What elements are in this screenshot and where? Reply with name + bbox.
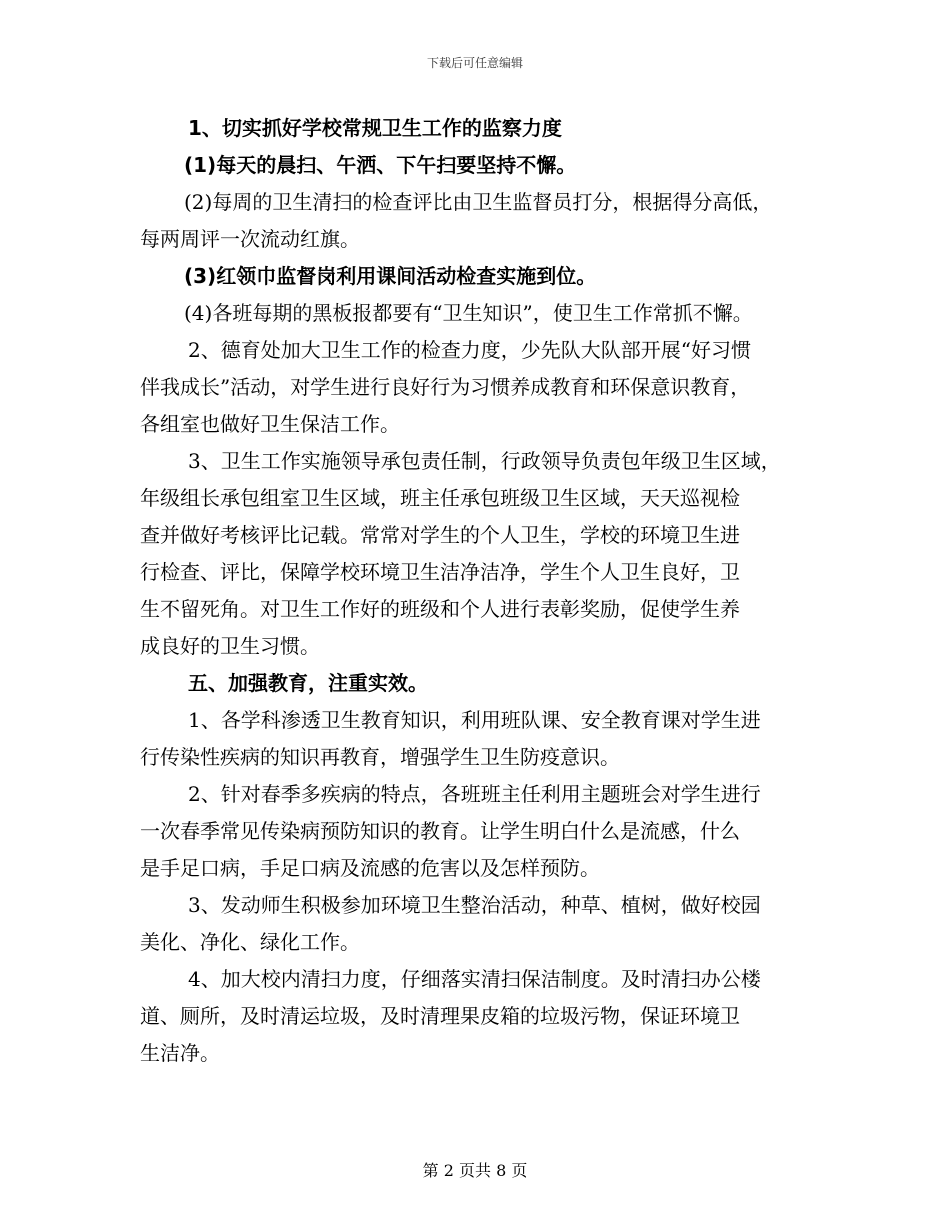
paragraph-line: 是手足口病，手足口病及流感的危害以及怎样预防。 xyxy=(140,856,600,880)
paragraph-line: 查并做好考核评比记载。常常对学生的个人卫生，学校的环境卫生进 xyxy=(140,523,740,547)
paragraph-line: (2)每周的卫生清扫的检查评比由卫生监督员打分，根据得分高低， xyxy=(184,190,773,214)
bold-item: (1)每天的晨扫、午洒、下午扫要坚持不懈。 xyxy=(184,153,577,177)
section-heading: 五、加强教育，注重实效。 xyxy=(188,671,428,695)
paragraph-line: 生洁净。 xyxy=(140,1041,220,1065)
paragraph-line: 3、卫生工作实施领导承包责任制，行政领导负责包年级卫生区域， xyxy=(188,449,781,473)
paragraph-line: 行传染性疾病的知识再教育，增强学生卫生防疫意识。 xyxy=(140,745,620,769)
document-body xyxy=(140,110,830,1072)
paragraph-line: 2、德育处加大卫生工作的检查力度，少先队大队部开展“好习惯 xyxy=(188,338,751,362)
paragraph-line: 年级组长承包组室卫生区域，班主任承包班级卫生区域，天天巡视检 xyxy=(140,486,740,510)
paragraph-line: 道、厕所，及时清运垃圾，及时清理果皮箱的垃圾污物，保证环境卫 xyxy=(140,1004,740,1028)
paragraph-line: 美化、净化、绿化工作。 xyxy=(140,930,360,954)
paragraph-line: (4)各班每期的黑板报都要有“卫生知识”，使卫生工作常抓不懈。 xyxy=(184,301,753,325)
paragraph-line: 伴我成长”活动，对学生进行良好行为习惯养成教育和环保意识教育， xyxy=(140,375,751,399)
paragraph-line: 成良好的卫生习惯。 xyxy=(140,634,320,658)
section-heading: 1、切实抓好学校常规卫生工作的监察力度 xyxy=(188,116,562,140)
paragraph-line: 4、加大校内清扫力度，仔细落实清扫保洁制度。及时清扫办公楼 xyxy=(188,967,761,991)
page-number: 第 2 页共 8 页 xyxy=(422,1161,528,1180)
paragraph-line: 各组室也做好卫生保洁工作。 xyxy=(140,412,400,436)
paragraph-line: 生不留死角。对卫生工作好的班级和个人进行表彰奖励，促使学生养 xyxy=(140,597,740,621)
paragraph-line: 每两周评一次流动红旗。 xyxy=(140,227,360,251)
paragraph-line: 3、发动师生积极参加环境卫生整治活动，种草、植树，做好校园 xyxy=(188,893,761,917)
bold-item: (3)红领巾监督岗利用课间活动检查实施到位。 xyxy=(184,264,597,288)
header-note: 下载后可任意编辑 xyxy=(426,56,523,70)
paragraph-line: 1、各学科渗透卫生教育知识，利用班队课、安全教育课对学生进 xyxy=(188,708,761,732)
paragraph-line: 行检查、评比，保障学校环境卫生洁净洁净，学生个人卫生良好，卫 xyxy=(140,560,740,584)
paragraph-line: 一次春季常见传染病预防知识的教育。让学生明白什么是流感，什么 xyxy=(140,819,740,843)
paragraph-line: 2、针对春季多疾病的特点，各班班主任利用主题班会对学生进行 xyxy=(188,782,761,806)
